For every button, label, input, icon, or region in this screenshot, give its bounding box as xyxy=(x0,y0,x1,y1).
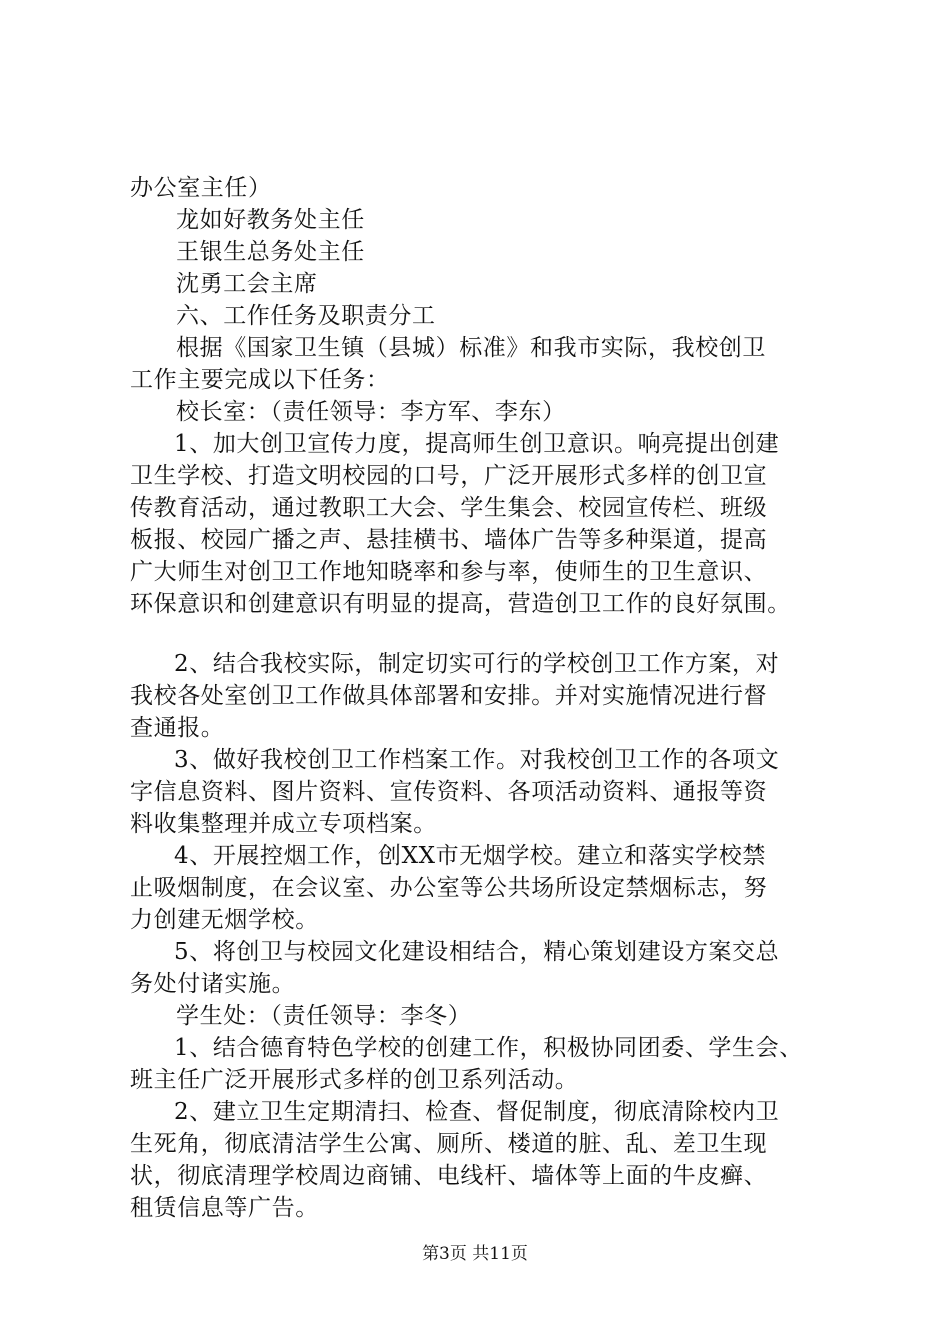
text-line: 工作主要完成以下任务： xyxy=(130,367,390,393)
text-line: 生死角，彻底清洁学生公寓、厕所、楼道的脏、乱、差卫生现 xyxy=(130,1131,768,1157)
text-line: 根据《国家卫生镇（县城）标准》和我市实际，我校创卫 xyxy=(176,335,766,361)
text-line: 龙如好教务处主任 xyxy=(176,207,365,233)
text-line: 板报、校园广播之声、悬挂横书、墙体广告等多种渠道，提高 xyxy=(130,527,768,553)
text-line: 状，彻底清理学校周边商铺、电线杆、墙体等上面的牛皮癣、 xyxy=(130,1163,768,1189)
text-line: 租赁信息等广告。 xyxy=(130,1195,319,1221)
text-line: 环保意识和创建意识有明显的提高，营造创卫工作的良好氛围。 xyxy=(130,591,791,617)
text-line: 王银生总务处主任 xyxy=(176,239,365,265)
text-line: 沈勇工会主席 xyxy=(176,271,318,297)
subsection-heading: 校长室：（责任领导：李方军、李东） xyxy=(176,399,566,425)
text-line: 1、加大创卫宣传力度，提高师生创卫意识。响亮提出创建 xyxy=(174,431,780,457)
page-footer xyxy=(0,1242,950,1266)
text-line: 2、结合我校实际，制定切实可行的学校创卫工作方案，对 xyxy=(174,651,780,677)
section-heading: 六、工作任务及职责分工 xyxy=(176,303,436,329)
page-number: 第3页 共11页 xyxy=(422,1244,528,1264)
text-line: 2、建立卫生定期清扫、检查、督促制度，彻底清除校内卫 xyxy=(174,1099,780,1125)
text-line: 卫生学校、打造文明校园的口号，广泛开展形式多样的创卫宣 xyxy=(130,463,768,489)
text-line: 查通报。 xyxy=(130,715,225,741)
text-line: 料收集整理并成立专项档案。 xyxy=(130,811,437,837)
text-line: 5、将创卫与校园文化建设相结合，精心策划建设方案交总 xyxy=(174,939,780,965)
text-line: 4、开展控烟工作，创XX市无烟学校。建立和落实学校禁 xyxy=(174,843,766,869)
paragraph-gap xyxy=(130,620,860,648)
text-line: 字信息资料、图片资料、宣传资料、各项活动资料、通报等资 xyxy=(130,779,768,805)
text-line: 止吸烟制度，在会议室、办公室等公共场所设定禁烟标志，努 xyxy=(130,875,768,901)
text-line: 3、做好我校创卫工作档案工作。对我校创卫工作的各项文 xyxy=(174,747,780,773)
text-line: 力创建无烟学校。 xyxy=(130,907,319,933)
text-line: 广大师生对创卫工作地知晓率和参与率，使师生的卫生意识、 xyxy=(130,559,768,585)
text-line: 传教育活动，通过教职工大会、学生集会、校园宣传栏、班级 xyxy=(130,495,768,521)
text-line: 办公室主任） xyxy=(130,175,272,201)
text-line: 务处付诸实施。 xyxy=(130,971,296,997)
subsection-heading: 学生处：（责任领导：李冬） xyxy=(176,1003,472,1029)
text-line: 我校各处室创卫工作做具体部署和安排。并对实施情况进行督 xyxy=(130,683,768,709)
document-body xyxy=(130,172,860,1224)
text-line: 班主任广泛开展形式多样的创卫系列活动。 xyxy=(130,1067,579,1093)
text-line: 1、结合德育特色学校的创建工作，积极协同团委、学生会、 xyxy=(174,1035,803,1061)
